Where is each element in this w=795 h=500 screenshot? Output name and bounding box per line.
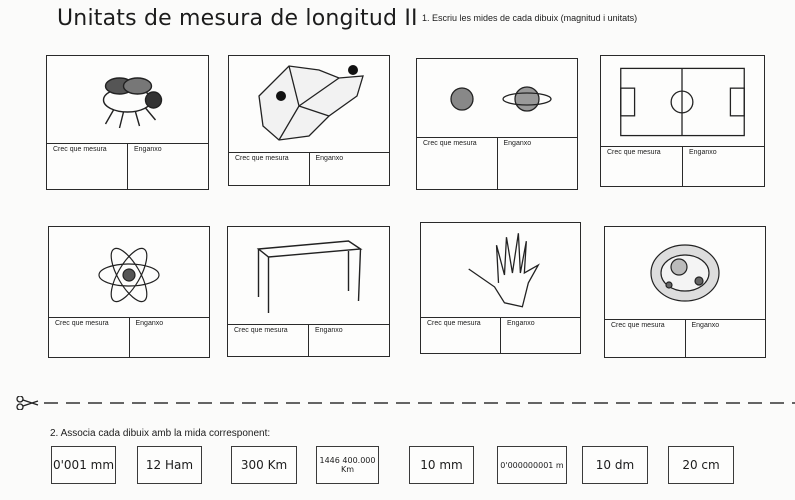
answer-label: Enganxo bbox=[135, 320, 164, 327]
card-table bbox=[227, 226, 390, 357]
answer-label: Enganxo bbox=[315, 327, 343, 334]
option-card[interactable]: 300 Km bbox=[231, 446, 297, 484]
guess-label: Crec que mesura bbox=[228, 324, 309, 356]
exercise-2-instruction: 2. Associa cada dibuix amb la mida corresponent: bbox=[50, 428, 271, 439]
football-field-icon bbox=[601, 56, 764, 147]
guess-label: Crec que mesura bbox=[47, 143, 128, 189]
hand-icon bbox=[421, 223, 580, 318]
option-card[interactable]: 10 dm bbox=[582, 446, 648, 484]
option-card[interactable]: 12 Ham bbox=[137, 446, 202, 484]
guess-label: Crec que mesura bbox=[417, 137, 498, 189]
answer-label: Enganxo bbox=[507, 320, 535, 327]
option-card[interactable]: 10 mm bbox=[409, 446, 474, 484]
option-card[interactable]: 1446 400.000 Km bbox=[316, 446, 379, 484]
answer-label: Enganxo bbox=[315, 155, 344, 162]
option-card[interactable]: 20 cm bbox=[668, 446, 734, 484]
map-icon bbox=[229, 56, 389, 153]
option-card[interactable]: 0'001 mm bbox=[51, 446, 116, 484]
exercise-1-instruction: 1. Escriu les mides de cada dibuix (magnitud i unitats) bbox=[422, 13, 638, 23]
card-hand bbox=[420, 222, 581, 354]
fly-icon bbox=[47, 56, 208, 144]
card-fly bbox=[46, 55, 209, 190]
answer-label: Enganxo bbox=[503, 140, 532, 147]
cut-line bbox=[0, 396, 795, 410]
guess-label: Crec que mesura bbox=[421, 317, 501, 353]
planets-icon bbox=[417, 59, 577, 138]
scissors-icon bbox=[17, 396, 38, 410]
answer-label: Enganxo bbox=[691, 322, 720, 329]
card-atom bbox=[48, 226, 210, 358]
guess-label: Crec que mesura bbox=[49, 317, 130, 357]
answer-label: Enganxo bbox=[689, 149, 717, 156]
page-title: Unitats de mesura de longitud II bbox=[57, 6, 418, 31]
guess-label: Crec que mesura bbox=[229, 152, 310, 185]
card-football-field bbox=[600, 55, 765, 187]
card-map bbox=[228, 55, 390, 186]
option-card[interactable]: 0'000000001 m bbox=[497, 446, 567, 484]
guess-label: Crec que mesura bbox=[601, 146, 683, 186]
table-icon bbox=[228, 227, 389, 325]
card-cell bbox=[604, 226, 766, 358]
card-planets bbox=[416, 58, 578, 190]
atom-icon bbox=[49, 227, 209, 318]
cell-icon bbox=[605, 227, 765, 320]
guess-label: Crec que mesura bbox=[605, 319, 686, 357]
answer-label: Enganxo bbox=[134, 146, 162, 153]
